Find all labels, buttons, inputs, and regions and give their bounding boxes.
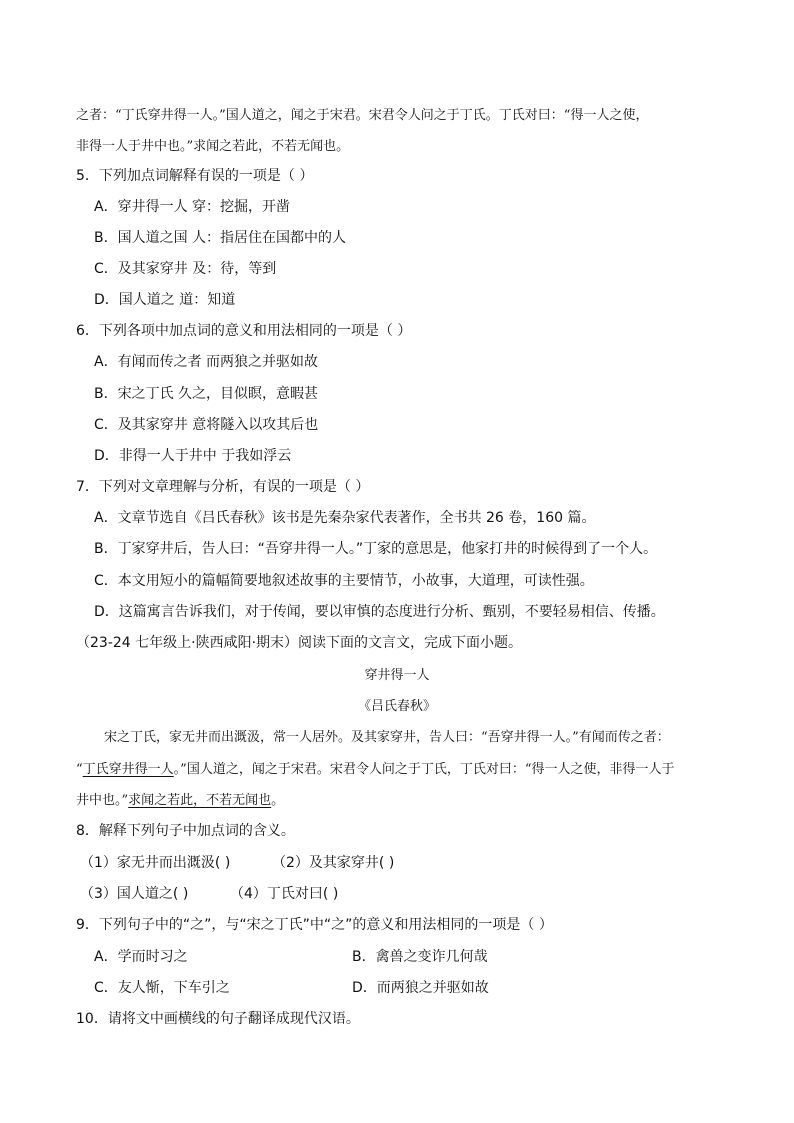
question-5-option-c: C．及其家穿井 及：待，等到 xyxy=(94,261,277,277)
question-9-option-c: C．友人惭，下车引之 xyxy=(94,980,230,996)
question-9-stem: 9．下列句子中的“之”，与“宋之丁氏”中“之”的意义和用法相同的一项是（ ） xyxy=(76,917,553,933)
question-7-option-b: B．丁家穿井后，告人曰：“吾穿井得一人。”丁家的意思是，他家打井的时候得到了一个人。 xyxy=(94,541,658,557)
passage-line-2-rest: 。”国人道之，闻之于宋君。宋君令人问之于丁氏，丁氏对曰：“得一人之使，非得一人于 xyxy=(173,762,675,777)
question-10-stem: 10．请将文中画横线的句子翻译成现代汉语。 xyxy=(76,1011,360,1027)
question-6-option-a: A．有闻而传之者 而两狼之并驱如故 xyxy=(94,354,319,370)
question-8-item-2: （2）及其家穿井( ) xyxy=(272,855,395,871)
question-6-option-d: D．非得一人于井中 于我如浮云 xyxy=(94,448,292,464)
question-8-stem: 8．解释下列句子中加点词的含义。 xyxy=(76,823,295,839)
underlined-sentence-2: 求闻之若此，不若无闻也 xyxy=(128,793,272,808)
question-7-option-a: A．文章节选自《吕氏春秋》该书是先秦杂家代表著作，全书共 26 卷，160 篇。 xyxy=(94,510,596,526)
intro-passage-line-2: 非得一人于井中也。”求闻之若此，不若无闻也。 xyxy=(76,139,350,154)
passage-title: 穿井得一人 xyxy=(364,668,430,683)
question-7-option-d: D．这篇寓言告诉我们，对于传闻，要以审慎的态度进行分析、甄别，不要轻易相信、传播。 xyxy=(94,604,665,620)
question-5-option-d: D．国人道之 道：知道 xyxy=(94,292,236,308)
question-9-option-d: D．而两狼之并驱如故 xyxy=(352,980,489,996)
question-6-stem: 6．下列各项中加点词的意义和用法相同的一项是（ ） xyxy=(76,323,412,339)
question-8-item-4: （4）丁氏对曰( ) xyxy=(230,886,339,902)
question-6-option-b: B．宋之丁氏 久之，目似瞑，意暇甚 xyxy=(94,386,319,402)
question-5-stem: 5．下列加点词解释有误的一项是（ ） xyxy=(76,168,314,184)
passage-line-2-quote: “ xyxy=(76,762,83,777)
passage-line-3 xyxy=(76,789,284,808)
question-7-stem: 7．下列对文章理解与分析，有误的一项是（ ） xyxy=(76,479,370,495)
passage-line-1: 宋之丁氏，家无井而出溉汲，常一人居外。及其家穿井，告人曰：“吾穿井得一人。”有闻而传之者： xyxy=(104,730,670,745)
question-5-option-a: A．穿井得一人 穿：挖掘，开凿 xyxy=(94,199,291,215)
question-9-option-a: A．学而时习之 xyxy=(94,949,188,965)
question-8-item-1: （1）家无井而出溉汲( ) xyxy=(80,855,231,871)
source-note: （23-24 七年级上·陕西咸阳·期末）阅读下面的文言文，完成下面小题。 xyxy=(76,635,523,651)
question-6-option-c: C．及其家穿井 意将隧入以攻其后也 xyxy=(94,417,319,433)
passage-line-2 xyxy=(76,758,674,777)
passage-line-3-start: 井中也。” xyxy=(76,793,129,808)
question-7-option-c: C．本文用短小的篇幅简要地叙述故事的主要情节，小故事，大道理，可读性强。 xyxy=(94,573,594,589)
question-5-option-b: B．国人道之国 人：指居住在国都中的人 xyxy=(94,230,347,246)
question-9-option-b: B．禽兽之变诈几何哉 xyxy=(352,949,488,965)
passage-author: 《吕氏春秋》 xyxy=(357,699,436,714)
question-8-item-3: （3）国人道之( ) xyxy=(80,886,189,902)
underlined-sentence-1: 丁氏穿井得一人 xyxy=(82,762,174,777)
intro-passage-line-1: 之者：“丁氏穿井得一人。”国人道之，闻之于宋君。宋君令人问之于丁氏。丁氏对曰：“得一人之使， xyxy=(76,108,649,123)
passage-line-3-end: 。 xyxy=(271,793,285,808)
